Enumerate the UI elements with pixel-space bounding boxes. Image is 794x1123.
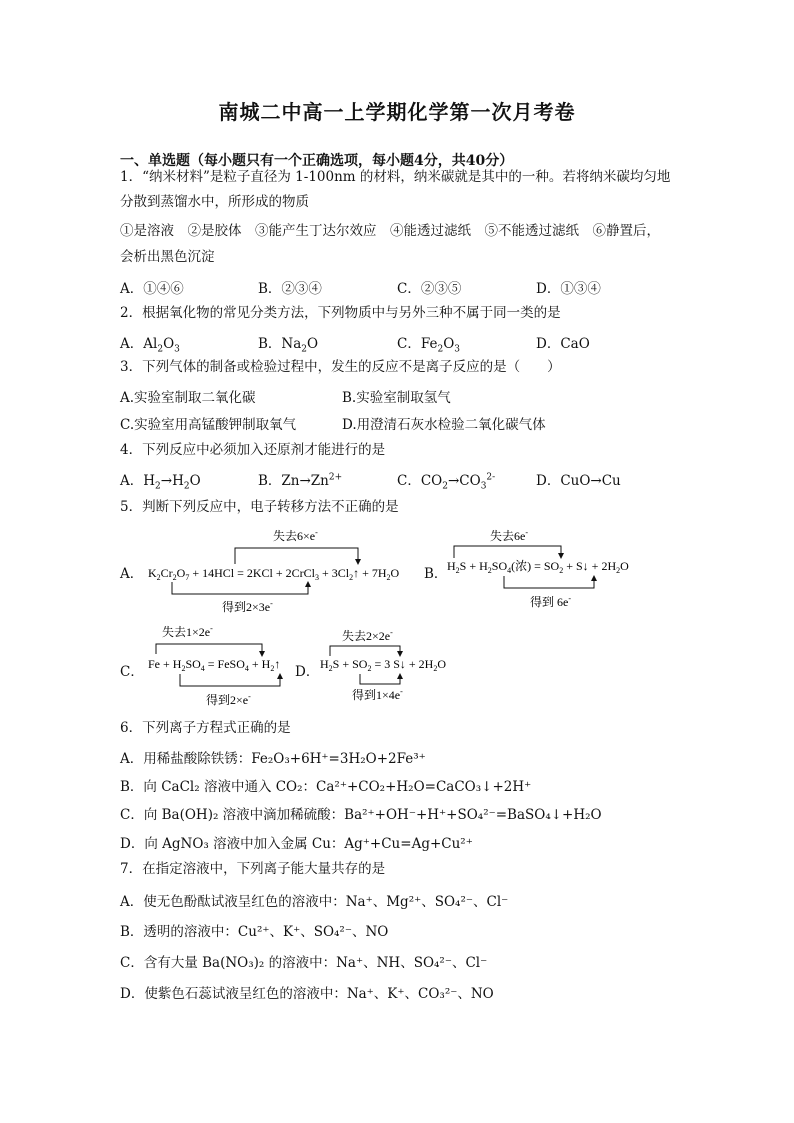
q6-option-b[interactable]: B．向 CaCl₂ 溶液中通入 CO₂：Ca²⁺+CO₂+H₂O=CaCO₃↓+2H⁺ bbox=[120, 779, 532, 795]
q7-option-b[interactable]: B．透明的溶液中：Cu²⁺、K⁺、SO₄²⁻、NO bbox=[120, 924, 389, 940]
q2-stem: 2．根据氧化物的常见分类方法，下列物质中与另外三种不属于同一类的是 bbox=[120, 305, 561, 321]
q5-option-d-label[interactable]: D． bbox=[295, 664, 320, 680]
q5-option-a-label[interactable]: A． bbox=[120, 566, 144, 582]
q6-option-d[interactable]: D．向 AgNO₃ 溶液中加入金属 Cu：Ag⁺+Cu=Ag+Cu²⁺ bbox=[120, 836, 473, 852]
q5-option-c-label[interactable]: C． bbox=[120, 664, 144, 680]
q1-stem-line2: 分散到蒸馏水中，所形成的物质 bbox=[120, 194, 309, 210]
q5-option-b-diagram bbox=[444, 526, 666, 612]
section-heading: 一、单选题（每小题只有一个正确选项，每小题4分，共40分） bbox=[120, 153, 514, 169]
q5a-top-arrow bbox=[235, 548, 358, 564]
q3-option-b[interactable]: B.实验室制取氢气 bbox=[342, 390, 451, 406]
q6-option-a[interactable]: A．用稀盐酸除铁锈：Fe₂O₃+6H⁺=3H₂O+2Fe³⁺ bbox=[120, 751, 426, 767]
q5c-top-label: 失去1×2e- bbox=[162, 624, 213, 639]
q5-stem: 5．判断下列反应中，电子转移方法不正确的是 bbox=[120, 499, 399, 515]
q4-stem: 4．下列反应中必须加入还原剂才能进行的是 bbox=[120, 442, 386, 458]
q5a-bottom-arrow bbox=[172, 582, 308, 594]
q3-option-d[interactable]: D.用澄清石灰水检验二氧化碳气体 bbox=[342, 417, 546, 433]
q5d-equation: $H_2S + SO_2 = 3$ S↓ + $2H_2O$ bbox=[320, 657, 446, 673]
q5d-bottom-label: 得到1×4e- bbox=[352, 687, 403, 702]
q7-stem: 7．在指定溶液中，下列离子能大量共存的是 bbox=[120, 861, 386, 877]
q5-option-d-diagram bbox=[316, 626, 466, 706]
q1-option-a[interactable]: A．①④⑥ bbox=[120, 281, 184, 297]
q3-stem: 3．下列气体的制备或检验过程中，发生的反应不是离子反应的是（ ） bbox=[120, 359, 561, 375]
q1-option-b[interactable]: B．②③④ bbox=[258, 281, 322, 297]
q7-option-a[interactable]: A．使无色酚酞试液呈红色的溶液中：Na⁺、Mg²⁺、SO₄²⁻、Cl⁻ bbox=[120, 894, 509, 910]
q5-option-a-diagram bbox=[140, 526, 440, 616]
q5c-bottom-label: 得到2×e- bbox=[206, 692, 251, 707]
q4-option-a[interactable]: A．$H_2\to H_2O$ bbox=[120, 473, 201, 492]
q5b-top-arrow bbox=[454, 546, 561, 558]
q6-option-c[interactable]: C．向 Ba(OH)₂ 溶液中滴加稀硫酸：Ba²⁺+OH⁻+H⁺+SO₄²⁻=BaSO₄↓+H₂O bbox=[120, 807, 602, 823]
q1-option-c[interactable]: C．②③⑤ bbox=[397, 281, 462, 297]
q5b-top-label: 失去6e- bbox=[490, 528, 528, 543]
q4-option-c[interactable]: C．$CO_2\to CO_3^{2-}$ bbox=[397, 472, 496, 492]
q1-statements-line2: 会析出黑色沉淀 bbox=[120, 249, 215, 265]
q5b-bottom-label: 得到 6e- bbox=[530, 594, 571, 609]
q3-option-c[interactable]: C.实验室用高锰酸钾制取氧气 bbox=[120, 417, 297, 433]
q5a-bottom-label: 得到2×3e- bbox=[222, 599, 273, 614]
q5-option-c-diagram bbox=[144, 622, 304, 714]
q2-option-a[interactable]: A．$Al_2O_3$ bbox=[120, 336, 180, 355]
q7-option-c[interactable]: C．含有大量 Ba(NO₃)₂ 的溶液中：Na⁺、NH、SO₄²⁻、Cl⁻ bbox=[120, 955, 488, 971]
q5d-top-label: 失去2×2e- bbox=[342, 628, 393, 643]
q1-option-d[interactable]: D．①③④ bbox=[536, 281, 601, 297]
q5b-bottom-arrow bbox=[504, 576, 594, 588]
q5a-equation: $K_2Cr_2O_7 + 14HCl = 2KCl$ + 2CrCl$_3$ + $3Cl_2↑ + 7H_2O$ bbox=[148, 566, 400, 582]
q5c-top-arrow bbox=[156, 644, 262, 654]
q5-option-b-label[interactable]: B． bbox=[424, 566, 448, 582]
q7-option-d[interactable]: D．使紫色石蕊试液呈红色的溶液中：Na⁺、K⁺、CO₃²⁻、NO bbox=[120, 986, 494, 1002]
q5b-equation: $H_2S + H_2SO_4$(浓) = $SO_2$ + S↓ + $2H_2O$ bbox=[447, 559, 629, 575]
q5c-bottom-arrow bbox=[180, 674, 280, 686]
q1-statements-line1: ①是溶液 ②是胶体 ③能产生丁达尔效应 ④能透过滤纸 ⑤不能透过滤纸 ⑥静置后， bbox=[120, 223, 660, 239]
q1-stem-line1: 1．“纳米材料”是粒子直径为 1-100nm 的材料，纳米碳就是其中的一种。若将纳米碳均匀地 bbox=[120, 169, 671, 185]
page-title: 南城二中高一上学期化学第一次月考卷 bbox=[218, 100, 576, 124]
q4-option-b[interactable]: B．$Zn\to Zn^{2+}$ bbox=[258, 472, 343, 489]
q2-option-c[interactable]: C．$Fe_2O_3$ bbox=[397, 336, 460, 355]
q5d-top-arrow bbox=[330, 646, 400, 656]
q4-option-d[interactable]: D．CuO→Cu bbox=[536, 473, 621, 489]
q5a-top-label: 失去6×e- bbox=[273, 528, 318, 543]
q5c-equation: $Fe + H_2SO_4$ = FeSO$_4$ + $H_2↑$ bbox=[148, 657, 281, 673]
q3-option-a[interactable]: A.实验室制取二氧化碳 bbox=[120, 390, 256, 406]
q2-option-b[interactable]: B．$Na_2O$ bbox=[258, 336, 319, 355]
q5d-bottom-arrow bbox=[360, 674, 400, 684]
q2-option-d[interactable]: D．CaO bbox=[536, 336, 590, 352]
q6-stem: 6．下列离子方程式正确的是 bbox=[120, 720, 291, 736]
